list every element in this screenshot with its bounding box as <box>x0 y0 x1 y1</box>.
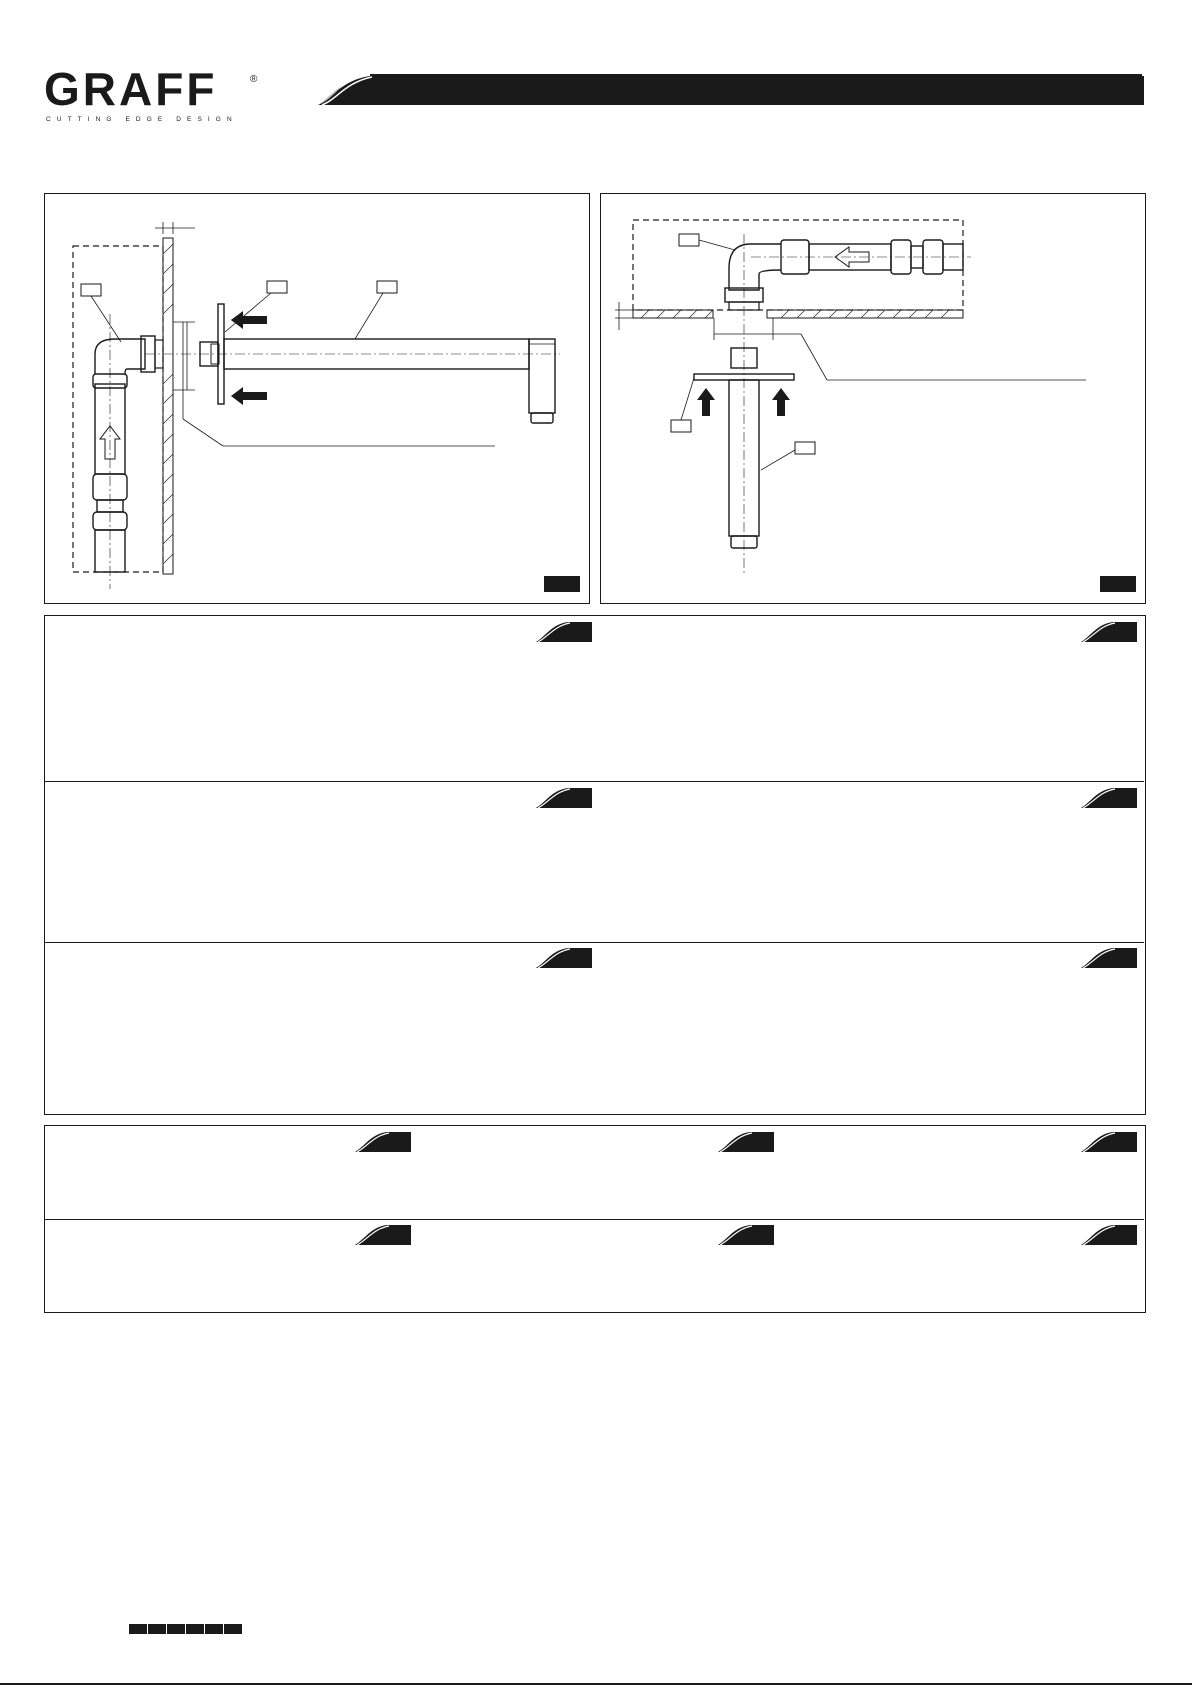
section-corner-tab-icon <box>355 1132 411 1152</box>
section-corner-tab-icon <box>1081 788 1137 808</box>
logo-tagline: CUTTING EDGE DESIGN <box>46 116 238 123</box>
section-corner-tab-icon <box>718 1225 774 1245</box>
instruction-grid-lower <box>44 1125 1146 1313</box>
section-corner-tab-icon <box>718 1132 774 1152</box>
figure-panel-wall <box>44 193 590 604</box>
instruction-grid <box>44 615 1146 1115</box>
ceiling-mounted-shower-arm-diagram <box>601 194 1144 602</box>
part-number-code <box>148 1624 166 1634</box>
row-divider <box>45 942 1144 943</box>
part-number-code <box>186 1624 204 1634</box>
part-number-code <box>205 1624 223 1634</box>
row-divider <box>45 781 1144 782</box>
part-number-code <box>224 1624 242 1634</box>
part-number-code <box>129 1624 147 1634</box>
section-corner-tab-icon <box>1081 1225 1137 1245</box>
registered-mark: ® <box>250 74 258 85</box>
row-divider <box>45 1219 1144 1220</box>
section-corner-tab-icon <box>536 948 592 968</box>
section-corner-tab-icon <box>1081 622 1137 642</box>
part-number-code <box>167 1624 185 1634</box>
section-corner-tab-icon <box>536 622 592 642</box>
wall-mounted-shower-arm-diagram <box>45 194 588 602</box>
figure-label-tag <box>544 576 580 592</box>
header-end-bar <box>1141 76 1144 105</box>
figure-panel-ceiling <box>600 193 1146 604</box>
figure-label-tag <box>1100 576 1136 592</box>
header-banner-bar <box>318 74 1142 106</box>
logo-wordmark: GRAFF <box>44 63 218 115</box>
section-corner-tab-icon <box>355 1225 411 1245</box>
section-corner-tab-icon <box>536 788 592 808</box>
section-corner-tab-icon <box>1081 1132 1137 1152</box>
section-corner-tab-icon <box>1081 948 1137 968</box>
